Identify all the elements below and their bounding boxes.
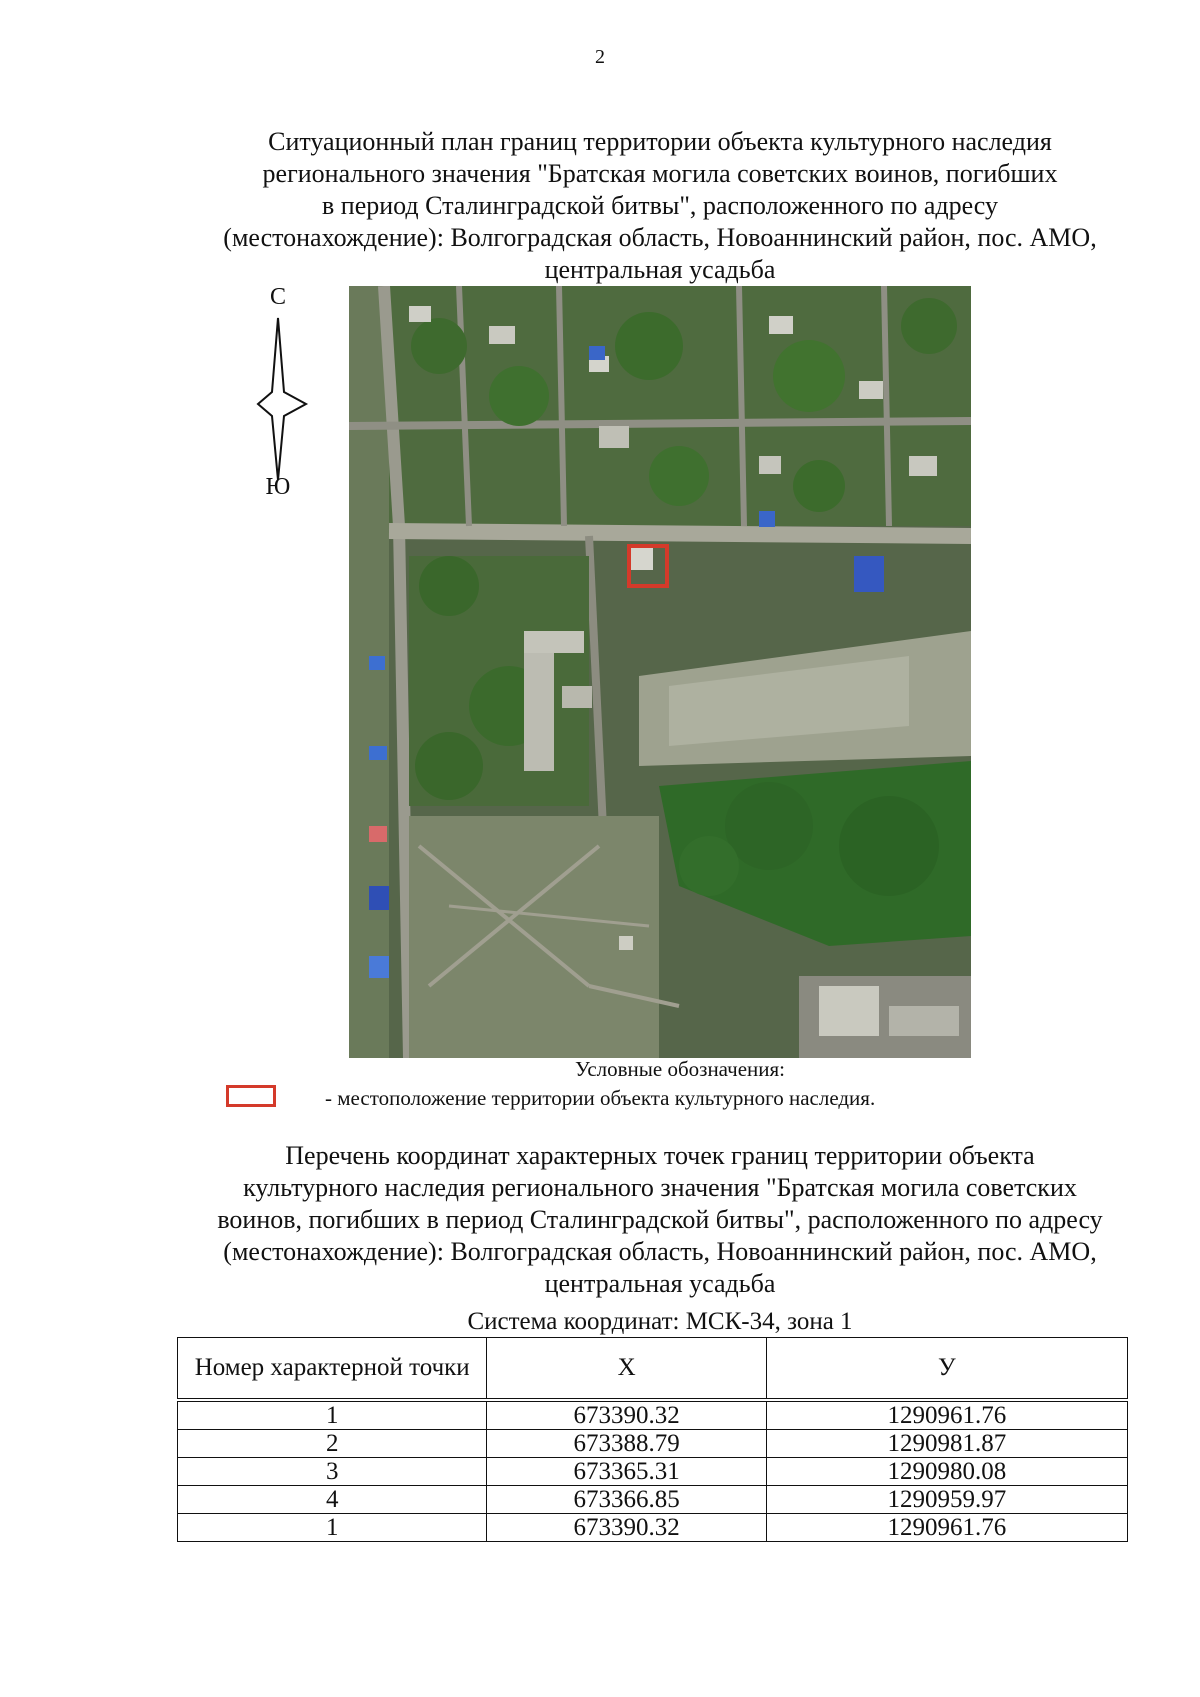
cell-x: 673366.85 bbox=[487, 1486, 766, 1514]
table-header-row bbox=[178, 1338, 1128, 1401]
cell-x: 673390.32 bbox=[487, 1514, 766, 1542]
title-line: в период Сталинградской битвы", расположенного по адресу bbox=[322, 191, 998, 220]
compass-needle-icon bbox=[246, 284, 310, 504]
table-row bbox=[178, 1430, 1128, 1458]
title-line: воинов, погибших в период Сталинградской битвы", расположенного по адресу bbox=[217, 1205, 1103, 1234]
legend-item-text: - местоположение территории объекта культурного наследия. bbox=[325, 1086, 876, 1110]
table-row bbox=[178, 1400, 1128, 1430]
title-line: центральная усадьба bbox=[544, 1269, 776, 1298]
cell-x: 673365.31 bbox=[487, 1458, 766, 1486]
cell-point: 1 bbox=[178, 1514, 487, 1542]
cell-point: 4 bbox=[178, 1486, 487, 1514]
title-line: центральная усадьба bbox=[544, 255, 776, 284]
cell-y: 1290961.76 bbox=[766, 1400, 1127, 1430]
coordinate-system-caption: Система координат: МСК-34, зона 1 bbox=[467, 1308, 853, 1335]
title-line: регионального значения "Братская могила советских воинов, погибших bbox=[262, 159, 1058, 188]
compass-south-label: Ю bbox=[265, 474, 291, 500]
satellite-map-image bbox=[349, 286, 971, 1058]
cell-y: 1290981.87 bbox=[766, 1430, 1127, 1458]
cell-point: 3 bbox=[178, 1458, 487, 1486]
table-row bbox=[178, 1458, 1128, 1486]
header-point-number: Номер характерной точки bbox=[178, 1338, 487, 1401]
title-line: Перечень координат характерных точек границ территории объекта bbox=[285, 1141, 1035, 1170]
title-line: Ситуационный план границ территории объекта культурного наследия bbox=[268, 127, 1052, 156]
page-number: 2 bbox=[595, 46, 605, 68]
coordinates-table bbox=[177, 1337, 1128, 1542]
title-line: (местонахождение): Волгоградская область, Новоаннинский район, пос. АМО, bbox=[223, 1237, 1097, 1266]
coordinates-list-title bbox=[150, 1140, 1170, 1300]
header-x: X bbox=[487, 1338, 766, 1401]
title-line: культурного наследия регионального значения "Братская могила советских bbox=[243, 1173, 1077, 1202]
legend-title: Условные обозначения: bbox=[574, 1057, 786, 1081]
cell-point: 2 bbox=[178, 1430, 487, 1458]
situational-plan-title bbox=[150, 126, 1170, 286]
cell-y: 1290961.76 bbox=[766, 1514, 1127, 1542]
legend-swatch bbox=[226, 1085, 276, 1107]
cell-x: 673390.32 bbox=[487, 1400, 766, 1430]
cell-x: 673388.79 bbox=[487, 1430, 766, 1458]
header-y: У bbox=[766, 1338, 1127, 1401]
cell-y: 1290980.08 bbox=[766, 1458, 1127, 1486]
table-row bbox=[178, 1486, 1128, 1514]
compass-north-label: С bbox=[269, 284, 286, 310]
title-line: (местонахождение): Волгоградская область, Новоаннинский район, пос. АМО, bbox=[223, 223, 1097, 252]
table-row bbox=[178, 1514, 1128, 1542]
cell-point: 1 bbox=[178, 1400, 487, 1430]
compass-arrow-icon bbox=[246, 284, 310, 504]
cell-y: 1290959.97 bbox=[766, 1486, 1127, 1514]
